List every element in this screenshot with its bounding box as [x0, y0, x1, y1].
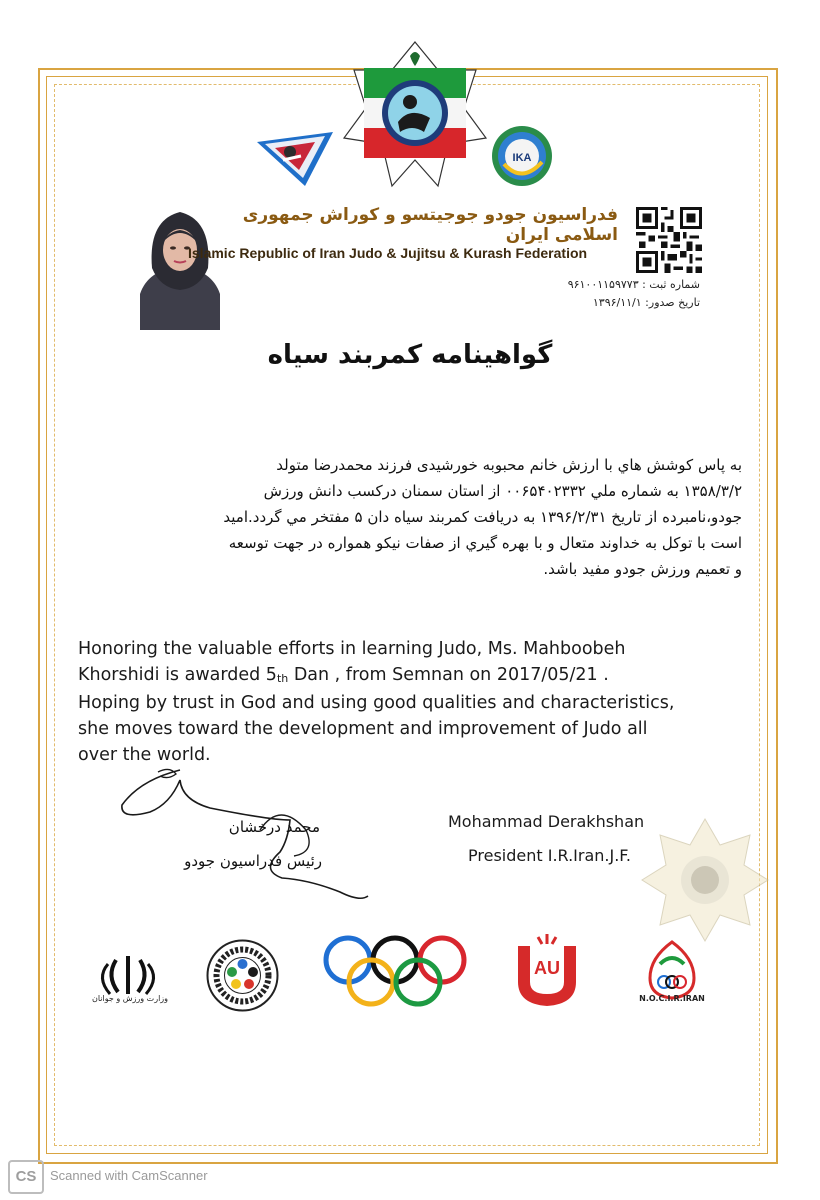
- registration-value: ۹۶۱۰۰۱۱۵۹۷۷۳: [567, 278, 639, 291]
- english-line-part: Khorshidi is awarded 5: [78, 665, 277, 685]
- president-title-english: President I.R.Iran.J.F.: [468, 846, 632, 865]
- president-title-farsi: رئیس فدراسیون جودو: [184, 852, 322, 870]
- president-name-english: Mohammad Derakhshan: [448, 812, 645, 831]
- english-line: over the world.: [78, 745, 211, 765]
- camscanner-watermark: [8, 1160, 268, 1192]
- registration-number: [540, 278, 700, 291]
- issue-date-label: تاریخ صدور:: [645, 296, 700, 309]
- federation-emblem-icon: [340, 40, 490, 190]
- federation-seal-stamp: [640, 815, 770, 945]
- ika-label: IKA: [512, 152, 532, 164]
- azad-university-logo-icon: [514, 932, 580, 1008]
- camscanner-badge: CS: [8, 1160, 44, 1194]
- farsi-line: و تعمیم ورزش جودو مفید باشد.: [543, 560, 742, 578]
- issue-date-value: ۱۳۹۶/۱۱/۱: [592, 296, 642, 309]
- farsi-line: جودو،نامبرده از تاریخ ۱۳۹۶/۲/۳۱ به دریافت کمربند سیاه دان ۵ مفتخر مي گردد.امید: [223, 508, 742, 526]
- olympic-rings-icon: [320, 930, 470, 1010]
- qr-code: [636, 207, 702, 273]
- jujitsu-logo-icon: [255, 128, 335, 188]
- english-body-text: [78, 636, 728, 768]
- registration-label: شماره ثبت :: [642, 278, 700, 291]
- english-line: Honoring the valuable efforts in learning Judo, Ms. Mahboobeh: [78, 639, 626, 659]
- federation-name-english: Islamic Republic of Iran Judo & Jujitsu & Kurash Federation: [188, 245, 588, 261]
- president-name-farsi: محمد درخشان: [228, 818, 320, 836]
- farsi-body-text: [72, 452, 742, 582]
- english-line: Hoping by trust in God and using good qualities and characteristics,: [78, 693, 675, 713]
- english-line-part: Dan , from Semnan on 2017/05/21 .: [288, 665, 609, 685]
- farsi-line: ۱۳۵۸/۳/۲ به شماره ملي ۰۰۶۵۴۰۲۳۳۲ از استان سمنان درکسب دانش ورزش: [263, 482, 742, 500]
- international-judo-federation-logo-icon: [205, 938, 280, 1013]
- noc-caption: N.O.C.I.R.IRAN: [639, 994, 705, 1003]
- federation-name-farsi: فدراسیون جودو جوجیتسو و کوراش جمهوری اسلامی ایران: [242, 205, 618, 245]
- certificate-title: گواهینامه کمربند سیاه: [267, 340, 553, 370]
- ordinal-suffix: th: [276, 672, 289, 685]
- english-line: she moves toward the development and improvement of Judo all: [78, 719, 648, 739]
- au-letters: AU: [534, 958, 560, 978]
- english-line: [78, 662, 728, 690]
- farsi-line: به پاس کوشش هاي با ارزش خانم محبوبه خورشیدی فرزند محمدرضا متولد: [276, 456, 742, 474]
- ika-kurash-logo-icon: [490, 124, 555, 189]
- ministry-caption: وزارت ورزش و جوانان: [91, 994, 169, 1003]
- camscanner-label: Scanned with CamScanner: [50, 1168, 208, 1183]
- issue-date: [540, 296, 700, 309]
- farsi-line: است با توکل به خداوند متعال و با بهره گيري از صفات نیکو همواره در جهت توسعه: [228, 534, 742, 552]
